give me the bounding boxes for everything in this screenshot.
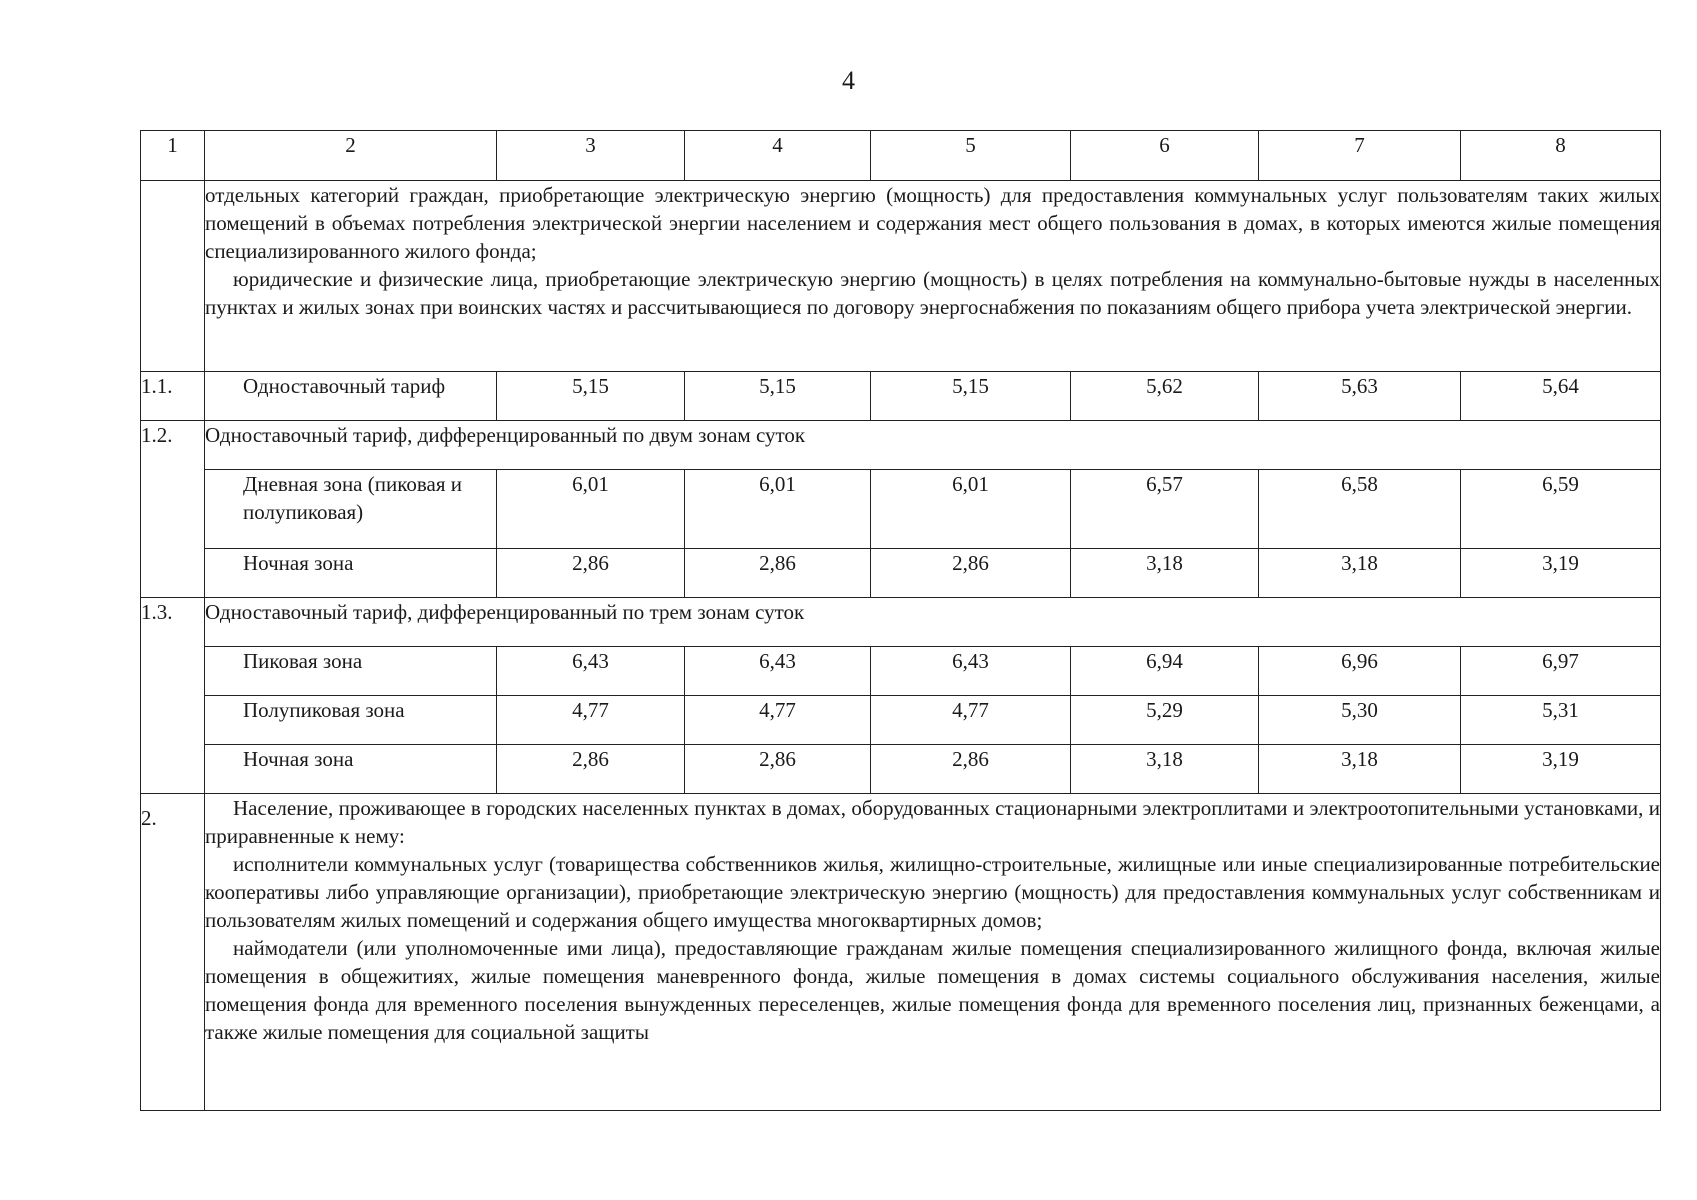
section-label: Одноставочный тариф, дифференцированный по двум зонам суток bbox=[205, 421, 1661, 470]
row-label: Пиковая зона bbox=[205, 647, 497, 696]
value-cell: 3,19 bbox=[1461, 745, 1661, 794]
intro-paragraph-1: отдельных категорий граждан, приобретающие электрическую энергию (мощность) для предоставления коммунальных услуг пользователям таких жилых помещений в объемах потребления электрической энергии населением и содержания мест общего пользования в домах, в которых имеются жилые помещения специализированного жилого фонда; bbox=[205, 183, 1660, 263]
value-cell: 6,57 bbox=[1071, 470, 1259, 549]
row-1-3-night bbox=[141, 745, 1661, 794]
value-cell: 5,64 bbox=[1461, 372, 1661, 421]
value-cell: 5,29 bbox=[1071, 696, 1259, 745]
row-1-3-semipeak bbox=[141, 696, 1661, 745]
header-cell: 5 bbox=[871, 131, 1071, 181]
row-label: Ночная зона bbox=[205, 549, 497, 598]
value-cell: 4,77 bbox=[871, 696, 1071, 745]
value-cell: 6,58 bbox=[1259, 470, 1461, 549]
population-text-cell bbox=[205, 794, 1661, 1111]
row-label: Одноставочный тариф bbox=[205, 372, 497, 421]
header-cell: 6 bbox=[1071, 131, 1259, 181]
row-1-2-day bbox=[141, 470, 1661, 549]
row-number: 2. bbox=[141, 794, 205, 1111]
value-cell: 3,18 bbox=[1071, 745, 1259, 794]
row-number: 1.2. bbox=[141, 421, 205, 598]
value-cell: 6,94 bbox=[1071, 647, 1259, 696]
value-cell: 6,01 bbox=[871, 470, 1071, 549]
value-cell: 5,31 bbox=[1461, 696, 1661, 745]
value-cell: 2,86 bbox=[497, 549, 685, 598]
value-cell: 6,01 bbox=[685, 470, 871, 549]
tariff-table bbox=[140, 130, 1661, 1111]
row-label: Полупиковая зона bbox=[205, 696, 497, 745]
page-number: 4 bbox=[842, 66, 855, 95]
header-cell: 3 bbox=[497, 131, 685, 181]
population-paragraph-1: Население, проживающее в городских населенных пунктах в домах, оборудованных стационарными электроплитами и электроотопительными установками, и приравненные к нему: bbox=[205, 796, 1660, 848]
value-cell: 6,59 bbox=[1461, 470, 1661, 549]
value-cell: 2,86 bbox=[685, 745, 871, 794]
header-cell: 1 bbox=[141, 131, 205, 181]
value-cell: 2,86 bbox=[497, 745, 685, 794]
row-label: Ночная зона bbox=[205, 745, 497, 794]
row-2 bbox=[141, 794, 1661, 1111]
value-cell: 2,86 bbox=[871, 549, 1071, 598]
row-label: Дневная зона (пиковая и полупиковая) bbox=[205, 470, 497, 549]
value-cell: 5,15 bbox=[871, 372, 1071, 421]
value-cell: 6,43 bbox=[497, 647, 685, 696]
header-cell: 4 bbox=[685, 131, 871, 181]
value-cell: 3,18 bbox=[1259, 549, 1461, 598]
row-number: 1.1. bbox=[141, 372, 205, 421]
value-cell: 6,96 bbox=[1259, 647, 1461, 696]
value-cell: 4,77 bbox=[685, 696, 871, 745]
value-cell: 5,30 bbox=[1259, 696, 1461, 745]
value-cell: 5,62 bbox=[1071, 372, 1259, 421]
section-label: Одноставочный тариф, дифференцированный по трем зонам суток bbox=[205, 598, 1661, 647]
value-cell: 3,18 bbox=[1259, 745, 1461, 794]
row-1-2-heading bbox=[141, 421, 1661, 470]
row-1-1 bbox=[141, 372, 1661, 421]
row-1-2-night bbox=[141, 549, 1661, 598]
row-number: 1.3. bbox=[141, 598, 205, 794]
empty-num-cell bbox=[141, 181, 205, 372]
intro-paragraph-2: юридические и физические лица, приобретающие электрическую энергию (мощность) в целях потребления на коммунально-бытовые нужды в населенных пунктах и жилых зонах при воинских частях и рассчитывающиеся по договору энергоснабжения по показаниям общего прибора учета электрической энергии. bbox=[205, 267, 1660, 319]
value-cell: 6,01 bbox=[497, 470, 685, 549]
value-cell: 6,43 bbox=[685, 647, 871, 696]
population-paragraph-2: исполнители коммунальных услуг (товарищества собственников жилья, жилищно-строительные, жилищные или иные специализированные потребительские кооперативы либо управляющие организации), приобретающие электрическую энергию (мощность) для предоставления коммунальных услуг собственникам и пользователям жилых помещений и содержания общего имущества многоквартирных домов; bbox=[205, 852, 1660, 932]
intro-text-cell bbox=[205, 181, 1661, 372]
value-cell: 4,77 bbox=[497, 696, 685, 745]
row-1-3-peak bbox=[141, 647, 1661, 696]
value-cell: 2,86 bbox=[871, 745, 1071, 794]
value-cell: 5,63 bbox=[1259, 372, 1461, 421]
intro-row bbox=[141, 181, 1661, 372]
value-cell: 2,86 bbox=[685, 549, 871, 598]
header-cell: 7 bbox=[1259, 131, 1461, 181]
value-cell: 5,15 bbox=[497, 372, 685, 421]
value-cell: 6,43 bbox=[871, 647, 1071, 696]
row-1-3-heading bbox=[141, 598, 1661, 647]
value-cell: 3,19 bbox=[1461, 549, 1661, 598]
value-cell: 3,18 bbox=[1071, 549, 1259, 598]
value-cell: 5,15 bbox=[685, 372, 871, 421]
population-paragraph-3: наймодатели (или уполномоченные ими лица), предоставляющие гражданам жилые помещения специализированного жилищного фонда, включая жилые помещения в общежитиях, жилые помещения маневренного фонда, жилые помещения в домах системы социального обслуживания населения, жилые помещения фонда для временного поселения вынужденных переселенцев, жилые помещения фонда для временного поселения лиц, признанных беженцами, а также жилые помещения для социальной защиты bbox=[205, 936, 1660, 1044]
header-cell: 8 bbox=[1461, 131, 1661, 181]
header-cell: 2 bbox=[205, 131, 497, 181]
header-row bbox=[141, 131, 1661, 181]
value-cell: 6,97 bbox=[1461, 647, 1661, 696]
